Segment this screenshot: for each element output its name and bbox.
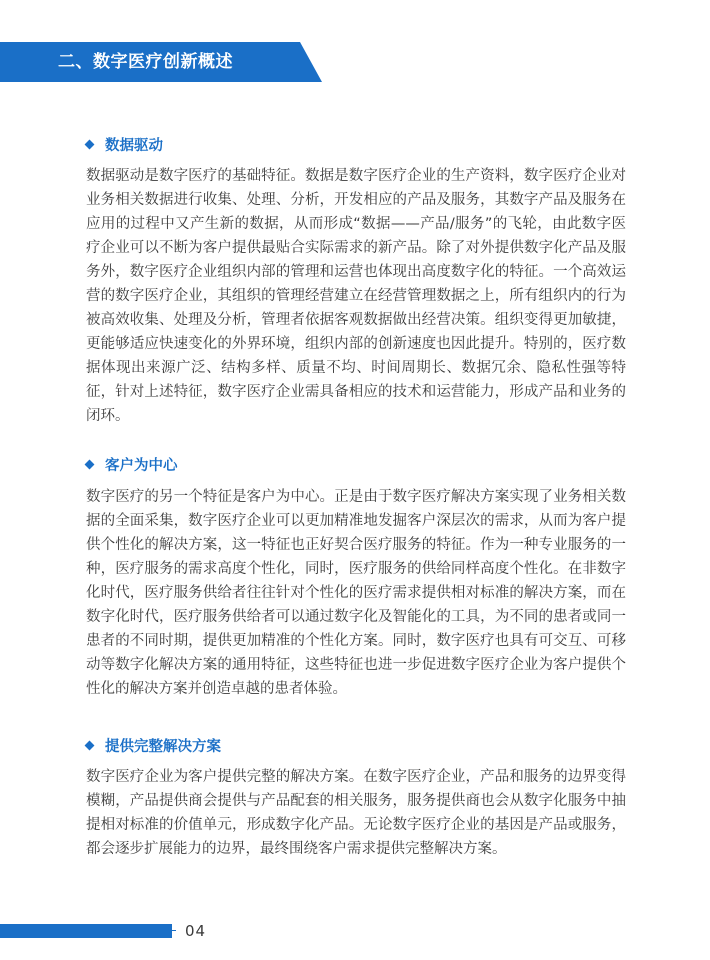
section-body-customer-centric: 数字医疗的另一个特征是客户为中心。正是由于数字医疗解决方案实现了业务相关数据的全面采集，数字医疗企业可以更加精准地发掘客户深层次的需求，从而为客户提供个性化的解决方案，这一特征也正好契合医疗服务的特征。作为一种专业服务的一种，医疗服务的需求高度个性化，同时，医疗服务的供给同样高度个性化。在非数字化时代，医疗服务供给者往往针对个性化的医疗需求提供相对标准的解决方案，而在数字化时代，医疗服务供给者可以通过数字化及智能化的工具，为不同的患者或同一患者的不同时期，提供更加精准的个性化方案。同时，数字医疗也具有可交互、可移动等数字化解决方案的通用特征，这些特征也进一步促进数字医疗企业为客户提供个性化的解决方案并创造卓越的患者体验。 [86,489,626,697]
page-number: 04 [185,922,207,940]
diamond-bullet-icon [85,741,95,751]
section-body-data-driven: 数据驱动是数字医疗的基础特征。数据是数字医疗企业的生产资料，数字医疗企业对业务相关数据进行收集、处理、分析，开发相应的产品及服务，其数字产品及服务在应用的过程中又产生新的数据，从而形成“数据——产品/服务”的飞轮，由此数字医疗企业可以不断为客户提供最贴合实际需求的新产品。除了对外提供数字化产品及服务外，数字医疗企业组织内部的管理和运营也体现出高度数字化的特征。一个高效运营的数字医疗企业，其组织的管理经营建立在经营管理数据之上，所有组织内的行为被高效收集、处理及分析，管理者依据客观数据做出经营决策。组织变得更加敏捷，更能够适应快速变化的外界环境，组织内部的创新速度也因此提升。特别的，医疗数据体现出来源广泛、结构多样、质量不均、时间周期长、数据冗余、隐私性强等特征，针对上述特征，数字医疗企业需具备相应的技术和运营能力，形成产品和业务的闭环。 [86,168,626,424]
page-title: 二、数字医疗创新概述 [58,52,233,72]
footer-bar [0,924,172,938]
section-heading-label: 数据驱动 [105,138,163,154]
diamond-bullet-icon [85,460,95,470]
section-heading-data-driven [86,136,163,156]
diamond-bullet-icon [85,140,95,150]
section-heading-customer-centric [86,456,178,476]
section-heading-complete-solution [86,737,221,757]
section-heading-label: 提供完整解决方案 [105,739,221,755]
footer-divider [172,930,176,931]
section-heading-label: 客户为中心 [105,458,178,474]
section-body-complete-solution: 数字医疗企业为客户提供完整的解决方案。在数字医疗企业，产品和服务的边界变得模糊，产品提供商会提供与产品配套的相关服务，服务提供商也会从数字化服务中抽提相对标准的价值单元，形成数字化产品。无论数字医疗企业的基因是产品或服务，都会逐步扩展能力的边界，最终围绕客户需求提供完整解决方案。 [86,769,626,857]
